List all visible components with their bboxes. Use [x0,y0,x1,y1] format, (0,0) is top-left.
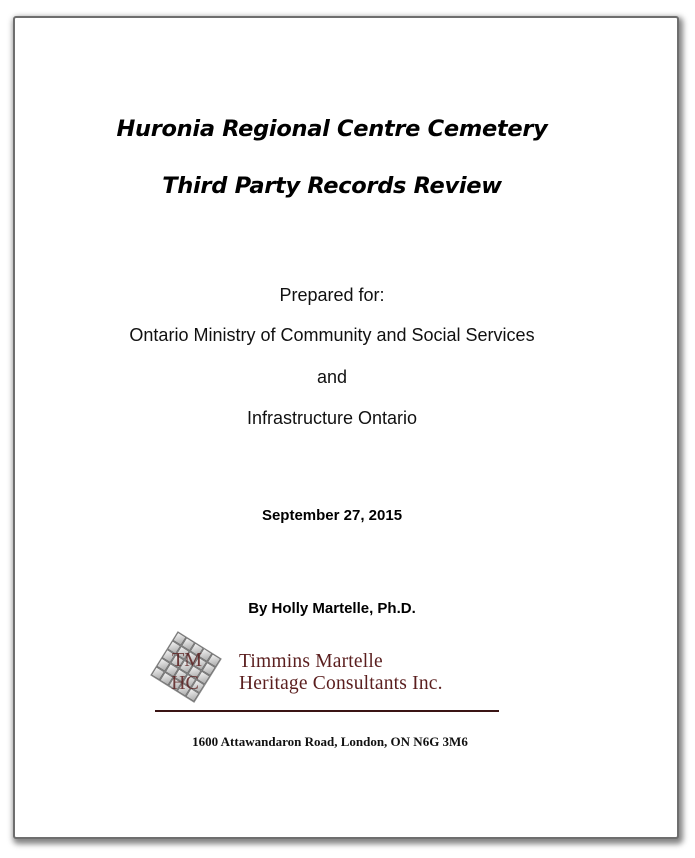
firm-name-line-1: Timmins Martelle [239,651,383,672]
firm-name-line-2: Heritage Consultants Inc. [239,673,443,694]
client-name-1: Ontario Ministry of Community and Social Services [129,325,535,345]
firm-address: 1600 Attawandaron Road, London, ON N6G 3M6 [192,734,468,749]
document-title-line-1: Huronia Regional Centre Cemetery [116,116,548,142]
client-name-2: Infrastructure Ontario [246,408,418,428]
document-title-line-2: Third Party Records Review [162,173,502,199]
logo-letters-bottom: HC [171,672,199,694]
document-author: By Holly Martelle, Ph.D. [248,600,416,617]
prepared-for-label: Prepared for: [279,285,385,305]
document-date: September 27, 2015 [261,507,403,524]
document-page [13,16,679,839]
logo-letters-top: TM [172,649,202,671]
conjunction-text: and [316,367,348,387]
firm-logo-icon [148,629,224,705]
letterhead-divider [155,710,499,712]
